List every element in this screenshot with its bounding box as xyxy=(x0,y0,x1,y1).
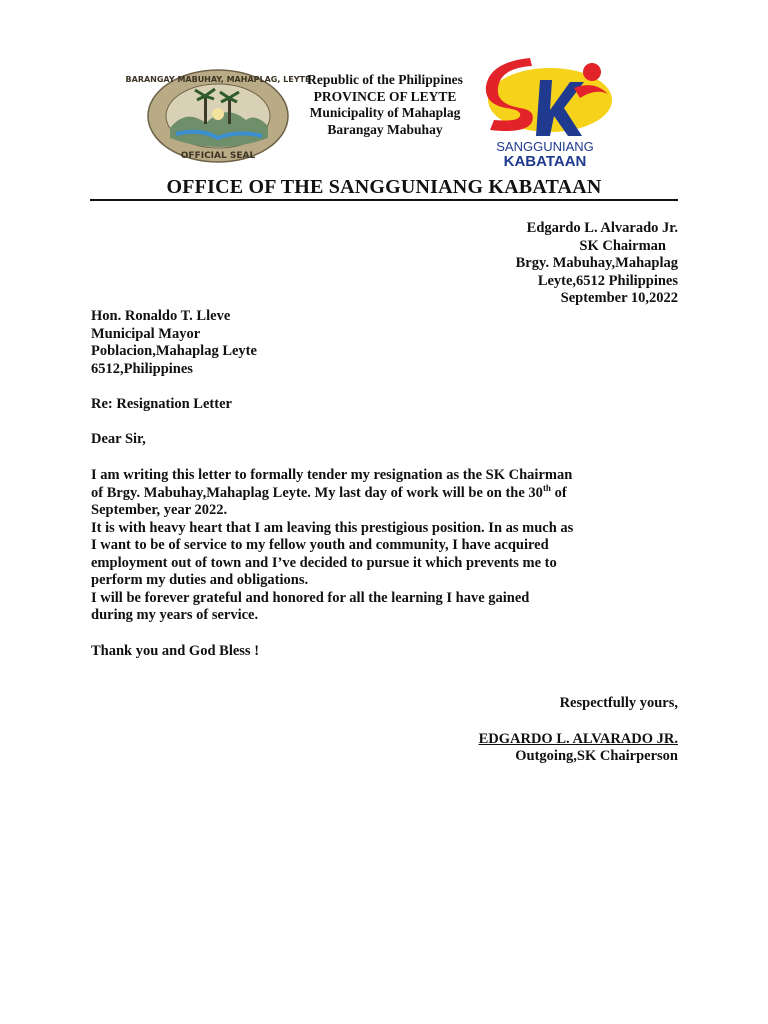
signature-title: Outgoing,SK Chairperson xyxy=(515,748,678,764)
sender-line: SK Chairman xyxy=(579,237,666,254)
barangay-seal-icon xyxy=(125,68,311,164)
sender-line: Leyte,6512 Philippines xyxy=(537,272,678,289)
recipient-block xyxy=(91,308,681,378)
body-line: I am writing this letter to formally tender my resignation as the SK Chairman xyxy=(91,467,573,483)
sk-logo-line2: KABATAAN xyxy=(503,153,587,170)
sender-line: September 10,2022 xyxy=(560,290,678,306)
signature-name: EDGARDO L. ALVARADO JR. xyxy=(478,731,678,747)
body-line: during my years of service. xyxy=(91,607,259,623)
ordinal-suffix: th xyxy=(542,482,551,493)
salutation: Dear Sir, xyxy=(91,431,146,447)
letterhead xyxy=(290,72,480,138)
signature-name-block xyxy=(378,731,678,749)
body-line: I will be forever grateful and honored for all the learning I have gained xyxy=(91,589,530,606)
body-line: employment out of town and I’ve decided to pursue it which prevents me to xyxy=(91,554,557,571)
title-divider xyxy=(90,199,678,201)
letter-body xyxy=(91,467,681,625)
closing: Respectfully yours, xyxy=(559,695,678,711)
sk-logo-line1: SANGGUNIANG xyxy=(496,139,594,154)
seal-ring-text: BARANGAY MABUHAY, MAHAPLAG, LEYTE xyxy=(125,75,311,84)
recipient-line: Hon. Ronaldo T. Lleve xyxy=(91,308,231,324)
sender-line: Brgy. Mabuhay,Mahaplag xyxy=(515,255,678,271)
body-line xyxy=(91,482,681,503)
recipient-line: 6512,Philippines xyxy=(91,360,193,377)
body-line: It is with heavy heart that I am leaving this prestigious position. In as much as xyxy=(91,519,574,536)
body-line-text: of Brgy. Mabuhay,Mahaplag Leyte. My last day of work will be on the 30 xyxy=(91,484,543,501)
letterhead-line: Barangay Mabuhay xyxy=(327,121,443,137)
sangguniang-kabataan-logo-icon xyxy=(470,58,620,168)
body-line: perform my duties and obligations. xyxy=(91,572,309,588)
seal-bottom-text: OFFICIAL SEAL xyxy=(180,151,256,161)
letterhead-line: PROVINCE OF LEYTE xyxy=(313,88,457,104)
sender-block xyxy=(378,220,678,308)
body-line: September, year 2022. xyxy=(91,502,228,518)
letterhead-line: Republic of the Philippines xyxy=(307,72,463,87)
subject-line: Re: Resignation Letter xyxy=(91,396,232,412)
letterhead-line: Municipality of Mahaplag xyxy=(309,105,461,120)
body-line: I want to be of service to my fellow youth and community, I have acquired xyxy=(91,537,549,553)
recipient-line: Poblacion,Mahaplag Leyte xyxy=(91,343,257,359)
thanks-line: Thank you and God Bless ! xyxy=(91,643,260,659)
recipient-line: Municipal Mayor xyxy=(91,325,201,342)
sender-line: Edgardo L. Alvarado Jr. xyxy=(526,220,678,236)
office-title: OFFICE OF THE SANGGUNIANG KABATAAN xyxy=(166,176,602,198)
body-line-end: of xyxy=(550,484,567,501)
